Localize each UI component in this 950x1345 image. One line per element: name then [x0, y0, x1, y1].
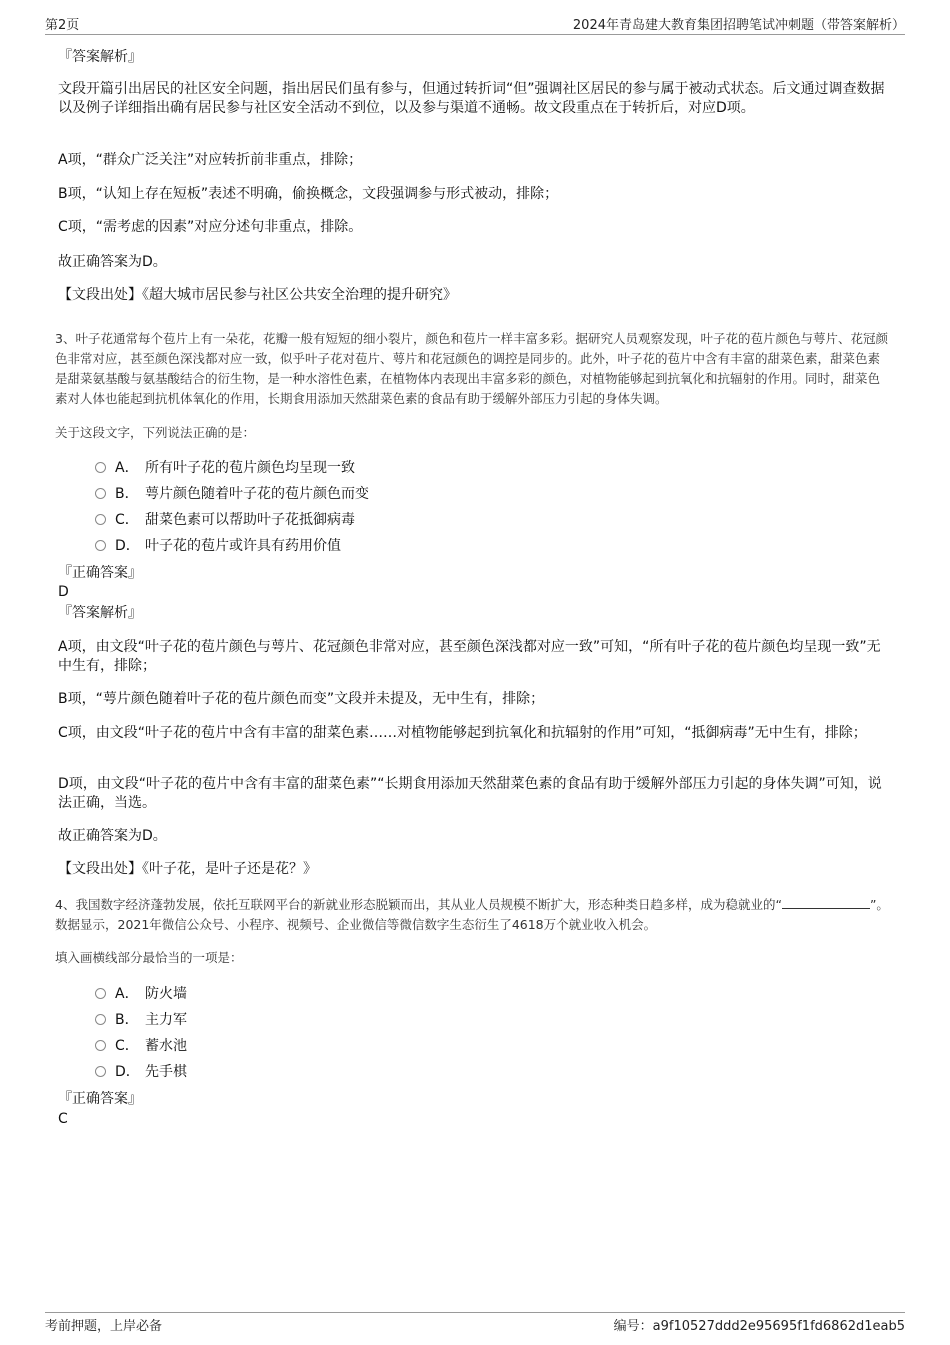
q3-question: 关于这段文字，下列说法正确的是：: [55, 425, 256, 440]
q3-option-c-analysis: C项，由文段“叶子花的苞片中含有丰富的甜菜色素……对植物能够起到抗氧化和抗辐射的作用”可知，“抵御病毒”无中生有，排除；: [58, 725, 867, 741]
q4-question: 填入画横线部分最恰当的一项是：: [55, 950, 243, 965]
q3-answer: D: [58, 584, 69, 600]
option-text: 所有叶子花的苞片颜色均呈现一致: [145, 460, 355, 476]
radio-icon[interactable]: [95, 1040, 106, 1051]
document-title: 2024年青岛建大教育集团招聘笔试冲刺题（带答案解析）: [572, 18, 905, 33]
fill-blank: [782, 896, 870, 909]
option-text: 蓄水池: [145, 1038, 187, 1054]
option-letter: C．: [115, 1038, 139, 1054]
q3-source: 【文段出处】《叶子花，是叶子还是花？》: [58, 861, 317, 877]
option-letter: B．: [115, 486, 139, 502]
q2-option-a-analysis: A项，“群众广泛关注”对应转折前非重点，排除；: [58, 152, 363, 168]
radio-icon[interactable]: [95, 988, 106, 999]
q4-stem-part1: 4、我国数字经济蓬勃发展，依托互联网平台的新就业形态脱颖而出，其从业人员规模不断扩大，形态种类日趋多样，成为稳就业的“: [55, 897, 782, 912]
q4-answer: C: [58, 1111, 68, 1127]
option-letter: A．: [115, 460, 139, 476]
q3-option-a[interactable]: [95, 458, 355, 478]
q2-source: 【文段出处】《超大城市居民参与社区公共安全治理的提升研究》: [58, 287, 457, 303]
q4-option-c[interactable]: [95, 1036, 187, 1056]
q2-conclusion: 故正确答案为D。: [58, 254, 167, 270]
q4-stem-part2: ”。数据显示，2021年微信公众号、小程序、视频号、企业微信等微信数字生态衍生了4618万个就业收入机会。: [55, 897, 889, 932]
page-footer: [45, 1312, 905, 1335]
radio-icon[interactable]: [95, 540, 106, 551]
option-letter: D．: [115, 1064, 140, 1080]
q2-analysis-label: 『答案解析』: [58, 49, 142, 65]
q3-option-a-analysis: A项，由文段“叶子花的苞片颜色与萼片、花冠颜色非常对应，甚至颜色深浅都对应一致”可知，“所有叶子花的苞片颜色均呈现一致”无中生有，排除；: [58, 639, 881, 674]
option-letter: A．: [115, 986, 139, 1002]
q3-option-d-analysis: D项，由文段“叶子花的苞片中含有丰富的甜菜色素”“长期食用添加天然甜菜色素的食品有助于缓解外部压力引起的身体失调”可知，说法正确，当选。: [58, 776, 882, 811]
option-text: 防火墙: [145, 986, 187, 1002]
q3-option-b[interactable]: [95, 484, 369, 504]
q3-analysis-label: 『答案解析』: [58, 605, 142, 621]
option-text: 甜菜色素可以帮助叶子花抵御病毒: [145, 512, 355, 528]
page-number: 第2页: [45, 18, 80, 33]
q4-option-d[interactable]: [95, 1062, 187, 1082]
q3-answer-label: 『正确答案』: [58, 565, 142, 581]
option-letter: D．: [115, 538, 140, 554]
q2-option-c-analysis: C项，“需考虑的因素”对应分述句非重点，排除。: [58, 219, 363, 235]
page-header: [45, 14, 905, 35]
option-text: 萼片颜色随着叶子花的苞片颜色而变: [145, 486, 369, 502]
option-text: 先手棋: [145, 1064, 187, 1080]
q3-option-d[interactable]: [95, 536, 341, 556]
option-letter: C．: [115, 512, 139, 528]
option-letter: B．: [115, 1012, 139, 1028]
q4-stem: [55, 895, 890, 935]
q3-stem: 3、叶子花通常每个苞片上有一朵花，花瓣一般有短短的细小裂片，颜色和苞片一样丰富多彩。据研究人员观察发现，叶子花的苞片颜色与萼片、花冠颜色非常对应，甚至颜色深浅都对应一致，似乎叶子花对苞片、萼片和花冠颜色的调控是同步的。此外，叶子花的苞片中含有丰富的甜菜色素，甜菜色素是甜菜氨基酸与氨基酸结合的衍生物，是一种水溶性色素，在植物体内表现出丰富多彩的颜色，对植物能够起到抗氧化和抗辐射的作用。同时，甜菜色素对人体也能起到抗机体氧化的作用，长期食用添加天然甜菜色素的食品有助于缓解外部压力引起的身体失调。: [55, 331, 888, 406]
option-text: 叶子花的苞片或许具有药用价值: [145, 538, 341, 554]
option-text: 主力军: [145, 1012, 187, 1028]
radio-icon[interactable]: [95, 1014, 106, 1025]
q2-analysis-text: 文段开篇引出居民的社区安全问题，指出居民们虽有参与，但通过转折词“但”强调社区居民的参与属于被动式状态。后文通过调查数据以及例子详细指出确有居民参与社区安全活动不到位，以及参与渠道不通畅。故文段重点在于转折后，对应D项。: [58, 81, 885, 116]
footer-slogan: 考前押题，上岸必备: [45, 1319, 163, 1334]
q3-option-c[interactable]: [95, 510, 355, 530]
document-id: 编号：a9f10527ddd2e95695f1fd6862d1eab5: [613, 1319, 905, 1334]
q3-conclusion: 故正确答案为D。: [58, 828, 167, 844]
q4-option-a[interactable]: [95, 984, 187, 1004]
q2-option-b-analysis: B项，“认知上存在短板”表述不明确，偷换概念，文段强调参与形式被动，排除；: [58, 186, 559, 202]
radio-icon[interactable]: [95, 514, 106, 525]
radio-icon[interactable]: [95, 1066, 106, 1077]
radio-icon[interactable]: [95, 462, 106, 473]
q3-option-b-analysis: B项，“萼片颜色随着叶子花的苞片颜色而变”文段并未提及，无中生有，排除；: [58, 691, 545, 707]
q4-answer-label: 『正确答案』: [58, 1091, 142, 1107]
q4-option-b[interactable]: [95, 1010, 187, 1030]
radio-icon[interactable]: [95, 488, 106, 499]
